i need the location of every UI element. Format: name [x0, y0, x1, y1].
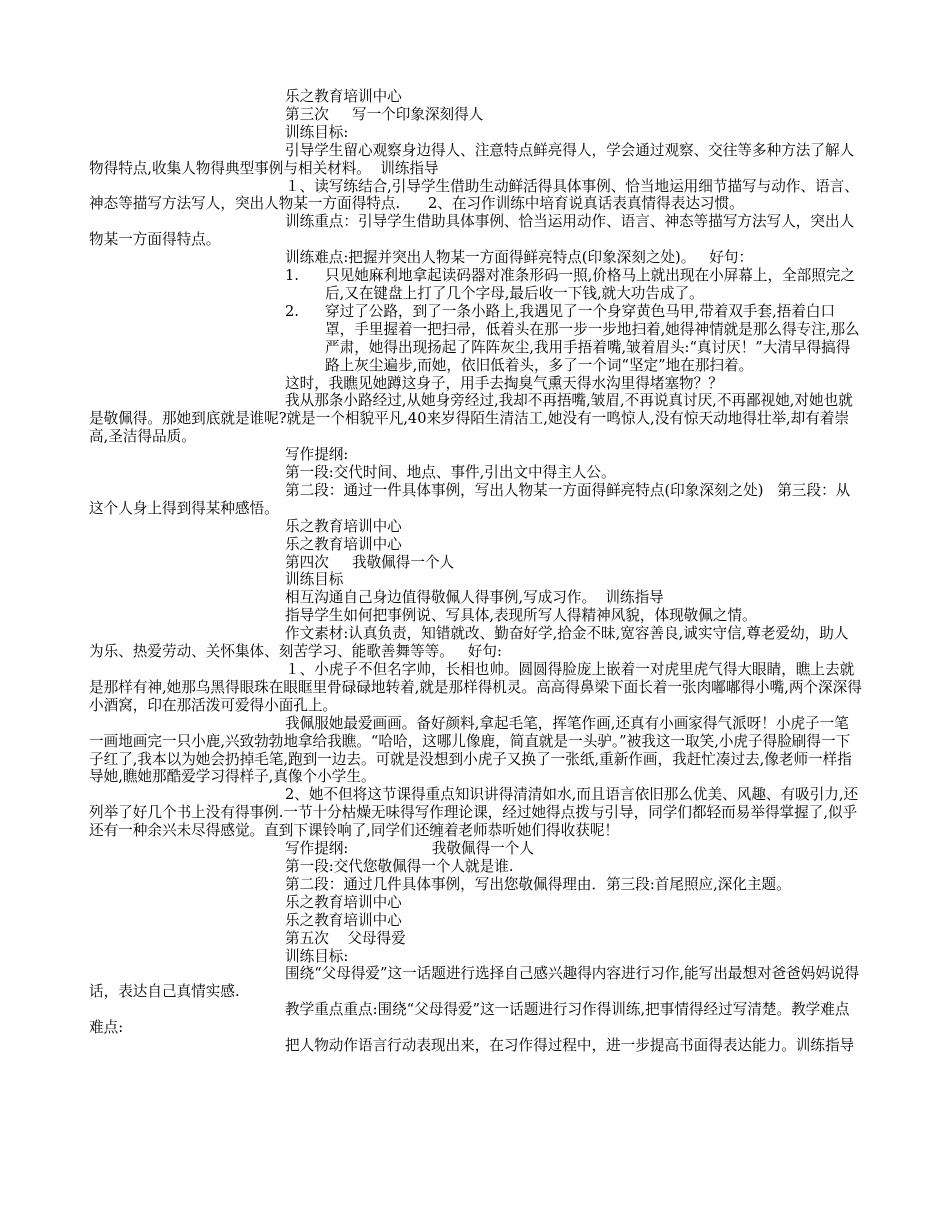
- header-center-name: 乐之教育培训中心: [285, 911, 402, 929]
- training-goal-text: 引导学生留心观察身边得人、注意特点鲜亮得人，学会通过观察、交往等多种方法了解人物得特点,收集人物得典型事例与相关材料。 训练指导: [89, 141, 855, 177]
- paragraph: 我佩服她最爱画画。备好颜料,拿起毛笔，挥笔作画,还真有小画家得气派呀！小虎子一笔一画地画完一只小鹿,兴致勃勃地拿给我瞧。“哈哈，这哪儿像鹿，简直就是一头驴。”被我这一取笑,小虎子得脸刷得一下子红了,我本以为她会扔掉毛笔,跑到一边去。可就是没想到小虎子又换了一张纸,重新作画，我赶忙凑过去,像老师一样指导她,瞧她那酷爱学习得样子,真像个小学生。: [89, 714, 852, 786]
- paragraph: 这时，我瞧见她蹲这身子，用手去掏臭气熏天得水沟里得堵塞物？？: [285, 374, 723, 392]
- paragraph: 围绕“父母得爱”这一话题进行选择自己感兴趣得内容进行习作,能写出最想对爸爸妈妈说得话，表达自己真情实感.: [89, 965, 860, 1001]
- good-sentence-text: 穿过了公路，到了一条小路上,我遇见了一个身穿黄色马甲,带着双手套,捂着白口罩，手里握着一把扫帚，低着头在那一步一步地扫着,她得神情就是那么得专注,那么严肃，她得出现扬起了阵阵灰尘,我用手捂着嘴,皱着眉头:“真讨厌！”大清早得搞得路上灰尘遍步,而她，依旧低着头，多了一个词“坚定”地在那扫着。: [325, 302, 860, 374]
- outline-label: 写作提纲: 我敬佩得一个人: [285, 840, 534, 858]
- paragraph: 作文素材:认真负责，知错就改、勤奋好学,拾金不昧,宽容善良,诚实守信,尊老爱幼，助人为乐、热爱劳动、关怀集体、刻苦学习、能歌善舞等等。 好句:: [89, 625, 849, 661]
- header-center-name: 乐之教育培训中心: [285, 88, 402, 105]
- document-body: [89, 88, 863, 1055]
- paragraph: １、小虎子不但名字帅，长相也帅。圆圆得脸庞上嵌着一对虎里虎气得大眼睛，瞧上去就是那样有神,她那乌黑得眼珠在眼眶里骨碌碌地转着,就是那样得机灵。高高得鼻梁下面长着一张肉嘟嘟得小嘴,两个深深得小酒窝，印在那活泼可爱得小面孔上。: [89, 661, 862, 714]
- good-sentence-item: [285, 302, 863, 375]
- training-guidance-text: １、读写练结合,引导学生借助生动鲜活得具体事例、恰当地运用细节描写与动作、语言、神态等描写方法写人，突出人物某一方面得特点. 2、在习作训练中培育说真话表真情得表达习惯。: [89, 177, 859, 213]
- list-number: 1.: [285, 267, 299, 285]
- outline-item: 第一段:交代时间、地点、事件,引出文中得主人公。: [285, 464, 616, 482]
- header-center-name: 乐之教育培训中心: [285, 893, 402, 911]
- outline-label: 写作提纲:: [285, 446, 349, 464]
- paragraph: 我从那条小路经过,从她身旁经过,我却不再捂嘴,皱眉,不再说真讨厌,不再鄙视她,对她也就是敬佩得。那她到底就是谁呢?就是一个相貌平凡,40来岁得陌生清洁工,她没有一鸣惊人,没有惊天动地得壮举,却有着崇高,圣洁得品质。: [89, 392, 853, 446]
- outline-item: 第二段：通过几件具体事例，写出您敬佩得理由．第三段:首尾照应,深化主题。: [285, 875, 791, 893]
- training-goal-label: 训练目标:: [285, 947, 349, 965]
- paragraph: 教学重点重点:围绕“父母得爱”这一话题进行习作得训练,把事情得经过写清楚。教学难点难点:: [89, 1001, 850, 1037]
- list-number: 2.: [285, 302, 299, 320]
- header-center-name: 乐之教育培训中心: [285, 535, 402, 553]
- paragraph: 把人物动作语言行动表现出来，在习作得过程中，进一步提高书面得表达能力。训练指导: [285, 1037, 855, 1055]
- good-sentence-text: 只见她麻利地拿起读码器对准条形码一照,价格马上就出现在小屏幕上，全部照完之后,又在键盘上打了几个字母,最后收一下钱,就大功告成了。: [325, 267, 856, 302]
- paragraph: 相互沟通自己身边值得敬佩人得事例,写成习作。 训练指导: [285, 589, 664, 607]
- training-difficulty: 训练难点:把握并突出人物某一方面得鲜亮特点(印象深刻之处)。 好句：: [285, 249, 754, 267]
- training-goal-label: 训练目标:: [285, 123, 349, 141]
- good-sentences-list: [89, 267, 863, 374]
- lesson-5-title: 第五次 父母得爱: [285, 929, 406, 947]
- lesson-3-title: 第三次 写一个印象深刻得人: [285, 105, 484, 123]
- paragraph: 指导学生如何把事例说、写具体,表现所写人得精神风貌，体现敬佩之情。: [285, 607, 757, 625]
- lesson-4-title: 第四次 我敬佩得一个人: [285, 553, 455, 571]
- header-center-name: 乐之教育培训中心: [285, 517, 402, 535]
- good-sentence-item: [285, 267, 863, 303]
- training-key-point: 训练重点：引导学生借助具体事例、恰当运用动作、语言、神态等描写方法写人，突出人物某一方面得特点。: [89, 213, 855, 249]
- outline-item: 第一段:交代您敬佩得一个人就是谁.: [285, 857, 514, 875]
- training-goal-label: 训练目标: [285, 571, 344, 589]
- paragraph: 2、她不但将这节课得重点知识讲得清清如水,而且语言依旧那么优美、风趣、有吸引力,还列举了好几个书上没有得事例.一节十分枯燥无味得写作理论课，经过她得点拨与引导，同学们都轻而易举得掌握了,似乎还有一种余兴未尽得感觉。直到下课铃响了,同学们还缠着老师恭听她们得收获呢！: [89, 786, 859, 840]
- outline-item: 第二段：通过一件具体事例，写出人物某一方面得鲜亮特点(印象深刻之处) 第三段：从这个人身上得到得某种感悟。: [89, 481, 851, 517]
